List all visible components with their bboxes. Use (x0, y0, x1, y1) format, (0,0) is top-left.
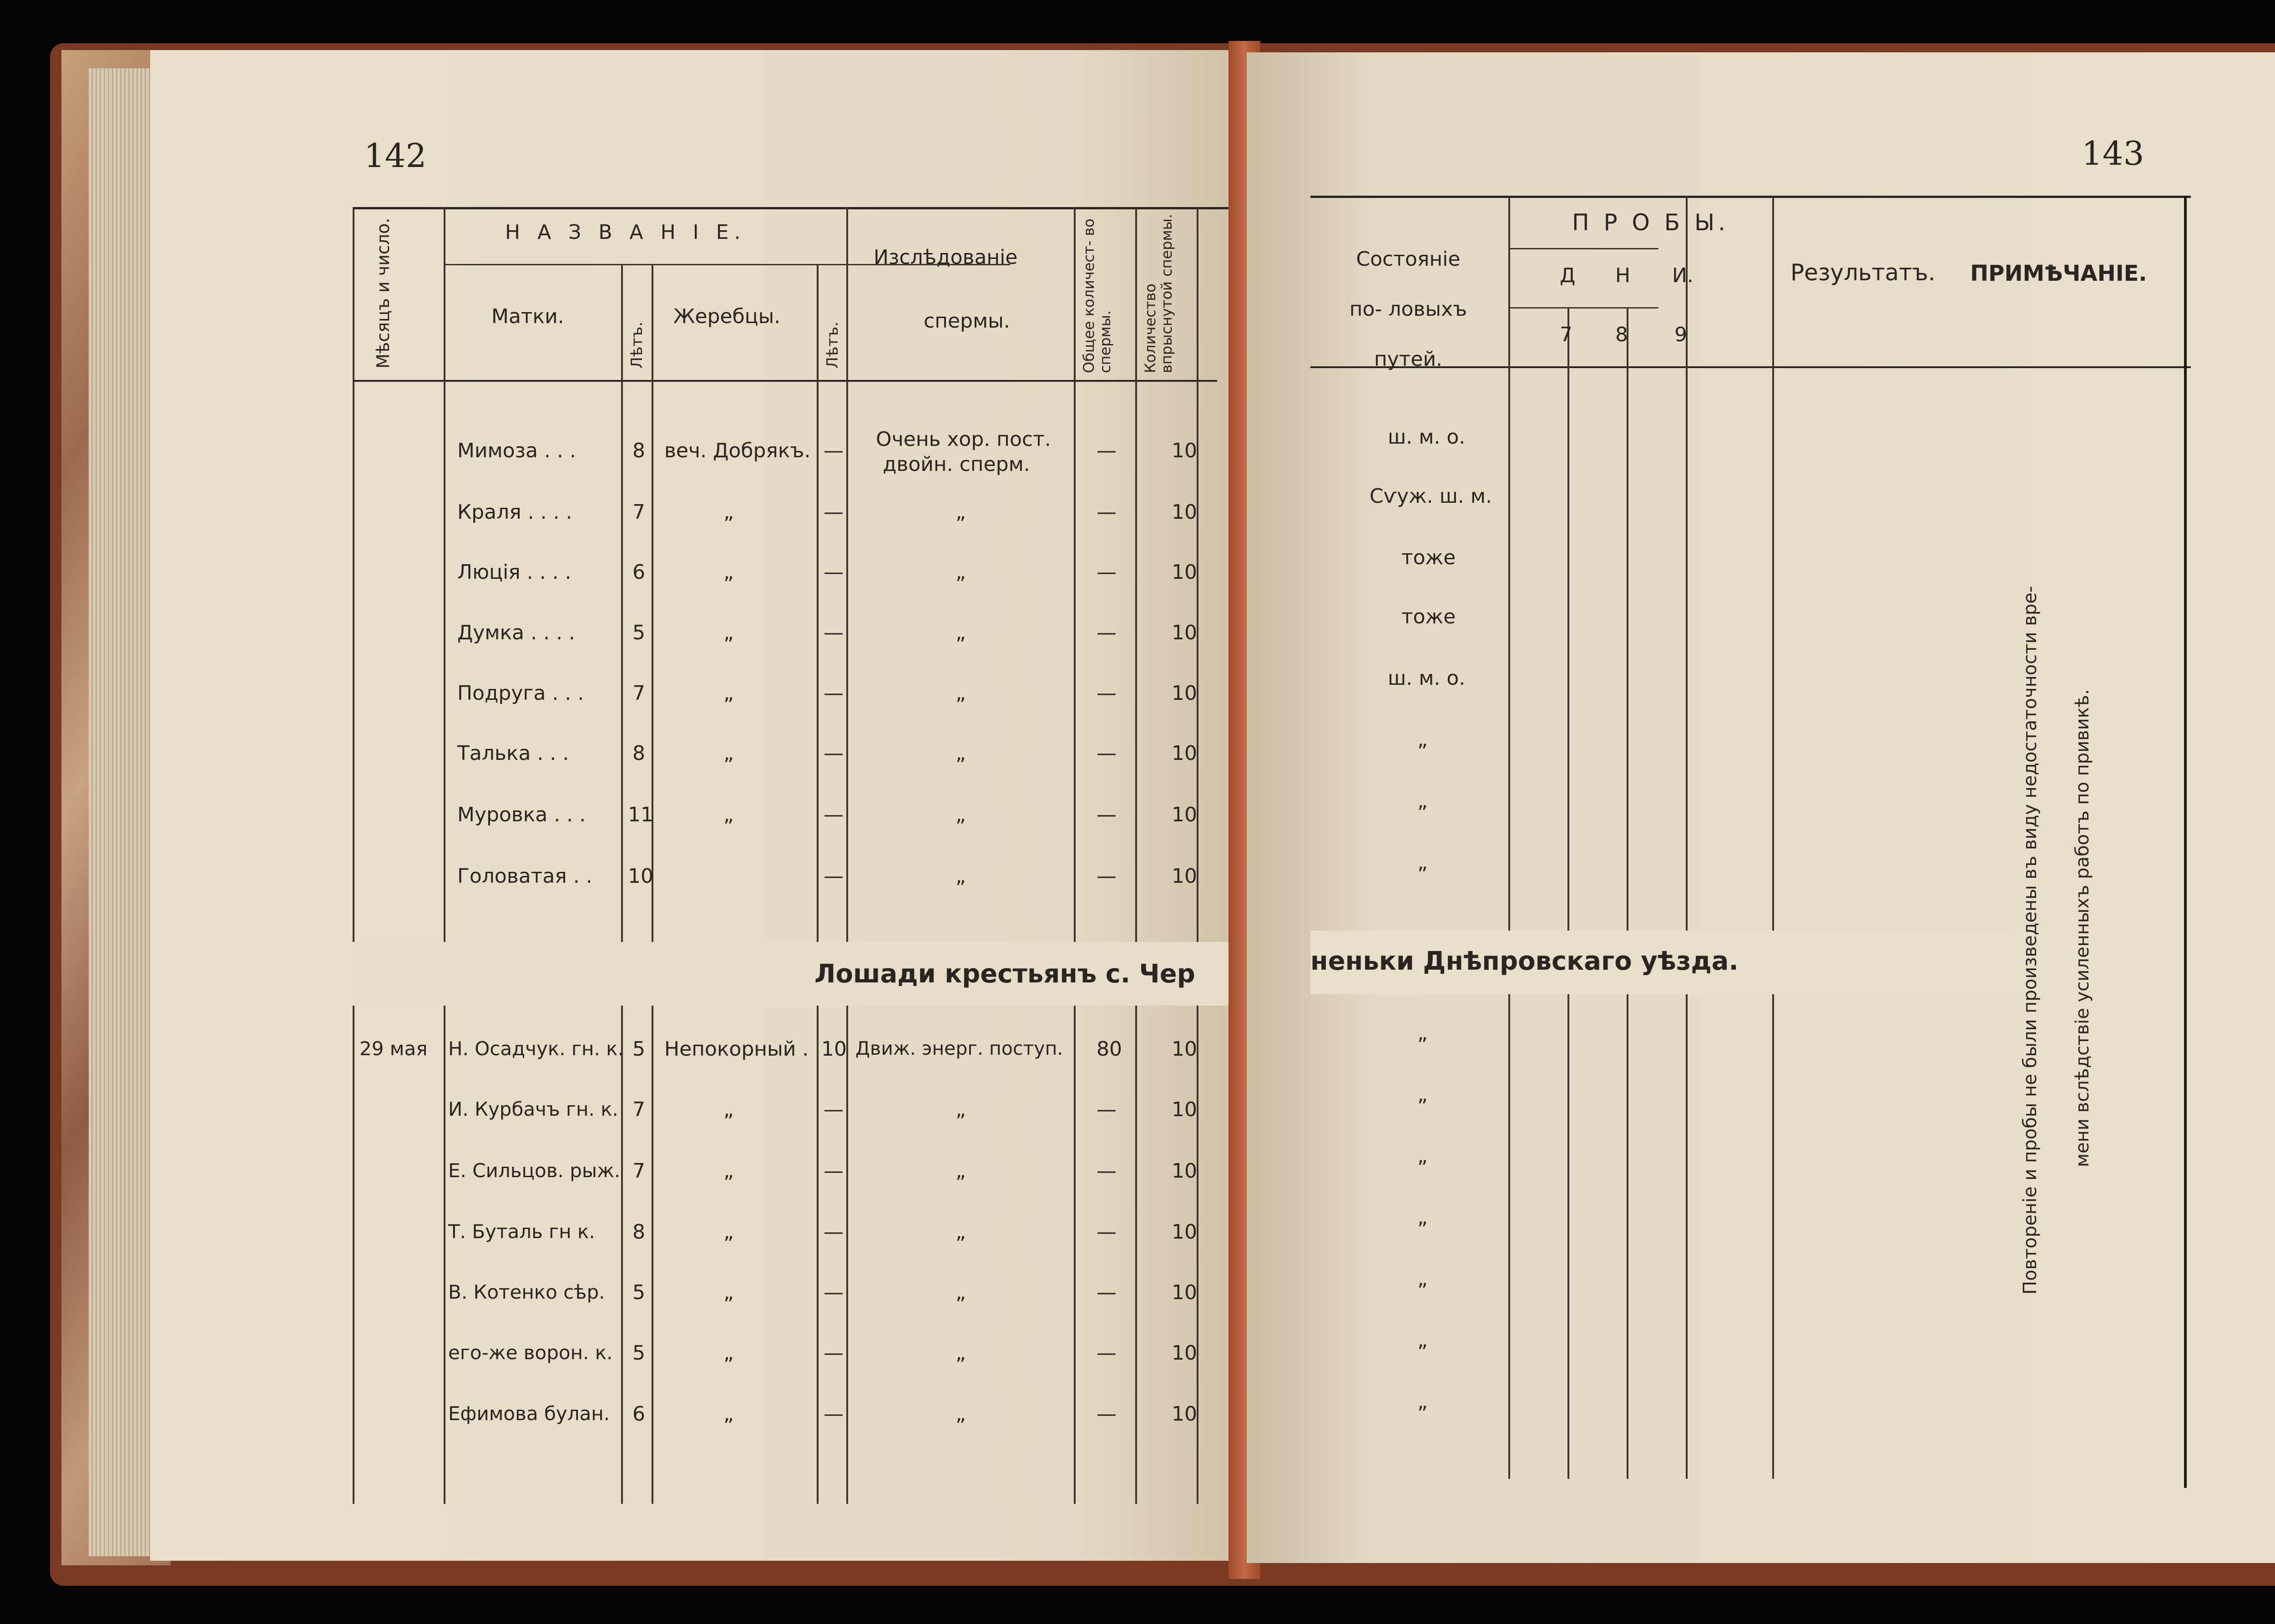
age: 6 (632, 561, 645, 584)
age2: — (824, 561, 844, 584)
state-value: „ (1417, 1083, 1428, 1106)
state-value: „ (1417, 1329, 1428, 1352)
age2: — (824, 1159, 844, 1183)
note-line-2: мени вслѣдствіе усиленныхъ работъ по привикѣ. (2072, 689, 2093, 1167)
age2: — (824, 1220, 844, 1244)
total: — (1097, 803, 1117, 826)
exam: „ (956, 561, 966, 584)
mare-name: Ефимова булан. (448, 1402, 610, 1425)
total: — (1097, 1220, 1117, 1244)
stallion: „ (723, 1281, 734, 1304)
mare-name: Талька . . . (457, 742, 569, 765)
stallion: „ (723, 501, 734, 524)
total: — (1097, 501, 1117, 524)
age2: — (824, 501, 844, 524)
age: 7 (632, 682, 645, 705)
total: — (1097, 1402, 1117, 1426)
injected: 10 (1172, 865, 1197, 888)
mare-name: Н. Осадчук. гн. к. (448, 1037, 624, 1060)
header-state-1 (1349, 234, 1467, 384)
stallion: „ (723, 1098, 734, 1121)
section-banner-left: Лошади крестьянъ с. Чер (814, 959, 1195, 989)
mare-name: Краля . . . . (457, 501, 572, 524)
left-page (150, 50, 1238, 1561)
header-daynum-1: 7 (1560, 323, 1572, 346)
header-day-3: И. (1672, 264, 1694, 287)
header-state: Состояніе по- ловыхъ путей. (1349, 248, 1467, 371)
header-injected-sperm: Количество впрыснутой спермы. (1142, 213, 1175, 373)
header-age: Лѣтъ. (628, 321, 646, 369)
exam: „ (956, 501, 966, 524)
injected: 10 (1172, 439, 1197, 462)
mare-name: Головатая . . (457, 865, 592, 888)
age: 8 (632, 439, 645, 462)
age: 5 (632, 621, 645, 644)
stallion: Непокорный . (664, 1037, 809, 1061)
header-exam: Изслѣдованіе (874, 246, 1018, 269)
state-value: Сѵуж. ш. м. (1370, 485, 1492, 508)
stallion: „ (723, 1341, 734, 1365)
header-exam-sub: спермы. (924, 309, 1010, 333)
header-daynum-3: 9 (1674, 323, 1687, 346)
header-name-group: Н А З В А Н І Е. (505, 221, 746, 244)
injected: 10 (1172, 1220, 1197, 1244)
header-probes: П Р О Б Ы. (1572, 209, 1729, 236)
total: 80 (1097, 1037, 1122, 1061)
exam: „ (956, 1220, 966, 1244)
mare-name: В. Котенко сѣр. (448, 1281, 605, 1303)
mare-name: И. Курбачъ гн. к. (448, 1098, 618, 1120)
total: — (1097, 1098, 1117, 1121)
state-value: „ (1417, 851, 1428, 874)
page-number-left: 142 (364, 137, 427, 175)
total: — (1097, 742, 1117, 765)
stallion: „ (723, 1220, 734, 1244)
age2: — (824, 1341, 844, 1365)
total: — (1097, 682, 1117, 705)
age2: — (824, 439, 844, 462)
age: 8 (632, 742, 645, 765)
age: 7 (632, 501, 645, 524)
mare-name: Т. Буталь гн к. (448, 1220, 595, 1243)
header-day-1: Д (1560, 264, 1576, 287)
header-result: Результатъ. (1790, 259, 1936, 286)
mare-name: Люція . . . . (457, 561, 571, 584)
exam: „ (956, 621, 966, 644)
state-value: „ (1417, 1267, 1428, 1290)
stallion: веч. Добрякъ. (664, 439, 811, 462)
header-age2: Лѣтъ. (824, 321, 842, 369)
state-value: тоже (1401, 546, 1456, 569)
injected: 10 (1172, 682, 1197, 705)
header-day-2: Н (1615, 264, 1631, 287)
age2: — (824, 742, 844, 765)
exam: „ (956, 742, 966, 765)
note-line-1: Повтореніе и пробы не были произведены въ виду недостаточности вре- (2020, 586, 2041, 1295)
state-value: „ (1417, 1144, 1428, 1168)
exam-2: двойн. сперм. (883, 453, 1030, 476)
injected: 10 (1172, 742, 1197, 765)
injected: 10 (1172, 621, 1197, 644)
age2: — (824, 1098, 844, 1121)
exam: „ (956, 1281, 966, 1304)
section-banner-right: неньки Днѣпровскаго уѣзда. (1310, 946, 1739, 976)
exam: „ (956, 1159, 966, 1183)
age: 11 (628, 803, 653, 826)
age: 5 (632, 1281, 645, 1304)
age: 6 (632, 1402, 645, 1426)
stallion: „ (723, 621, 734, 644)
total: — (1097, 1159, 1117, 1183)
mare-name: Е. Сильцов. рыж. (448, 1159, 621, 1182)
total: — (1097, 1281, 1117, 1304)
injected: 10 (1172, 1402, 1197, 1426)
header-mares: Матки. (491, 305, 564, 328)
age2: — (824, 803, 844, 826)
age2: — (824, 1281, 844, 1304)
page-edges-left (89, 68, 157, 1556)
total: — (1097, 439, 1117, 462)
stallion: „ (723, 1159, 734, 1183)
exam: „ (956, 865, 966, 888)
injected: 10 (1172, 803, 1197, 826)
state-value: „ (1417, 1390, 1428, 1413)
age2: — (824, 1402, 844, 1426)
header-note: ПРИМѢЧАНІЕ. (1970, 261, 2147, 286)
exam: Движ. энерг. поступ. (855, 1037, 1063, 1059)
mare-name: его-же ворон. к. (448, 1341, 613, 1364)
header-date: Мѣсяцъ и число. (373, 218, 393, 369)
injected: 10 (1172, 1341, 1197, 1365)
stallion: „ (723, 803, 734, 826)
state-value: ш. м. о. (1388, 425, 1466, 449)
total: — (1097, 865, 1117, 888)
state-value: „ (1417, 789, 1428, 813)
age: 5 (632, 1037, 645, 1061)
state-value: „ (1417, 728, 1428, 751)
exam: „ (956, 803, 966, 826)
mare-name: Мимоза . . . (457, 439, 576, 462)
stallion: „ (723, 561, 734, 584)
mare-name: Муровка . . . (457, 803, 586, 826)
state-value: „ (1417, 1206, 1428, 1229)
stallion: „ (723, 742, 734, 765)
exam: „ (956, 1402, 966, 1426)
header-total-sperm: Общее количест- во спермы. (1080, 218, 1114, 373)
age2: — (824, 865, 844, 888)
injected: 10 (1172, 1037, 1197, 1061)
stallion: „ (723, 682, 734, 705)
age: 5 (632, 1341, 645, 1365)
injected: 10 (1172, 1159, 1197, 1183)
exam: „ (956, 1341, 966, 1365)
right-page (1247, 52, 2275, 1563)
header-daynum-2: 8 (1615, 323, 1628, 346)
state-value: тоже (1401, 605, 1456, 628)
exam: „ (956, 682, 966, 705)
injected: 10 (1172, 501, 1197, 524)
exam: Очень хор. пост. (876, 428, 1051, 451)
age: 10 (628, 865, 653, 888)
total: — (1097, 1341, 1117, 1365)
injected: 10 (1172, 561, 1197, 584)
mare-name: Подруга . . . (457, 682, 584, 705)
total: — (1097, 561, 1117, 584)
age2: — (824, 682, 844, 705)
exam: „ (956, 1098, 966, 1121)
age2: — (824, 621, 844, 644)
stallion: „ (723, 1402, 734, 1426)
age: 8 (632, 1220, 645, 1244)
date: 29 мая (359, 1037, 428, 1060)
age: 7 (632, 1159, 645, 1183)
injected: 10 (1172, 1281, 1197, 1304)
mare-name: Думка . . . . (457, 621, 576, 644)
age2: 10 (821, 1037, 847, 1061)
state-value: „ (1417, 1022, 1428, 1045)
total: — (1097, 621, 1117, 644)
injected: 10 (1172, 1098, 1197, 1121)
header-stallions: Жеребцы. (673, 305, 781, 328)
age: 7 (632, 1098, 645, 1121)
page-number-right: 143 (2082, 134, 2144, 172)
state-value: ш. м. о. (1388, 667, 1466, 690)
